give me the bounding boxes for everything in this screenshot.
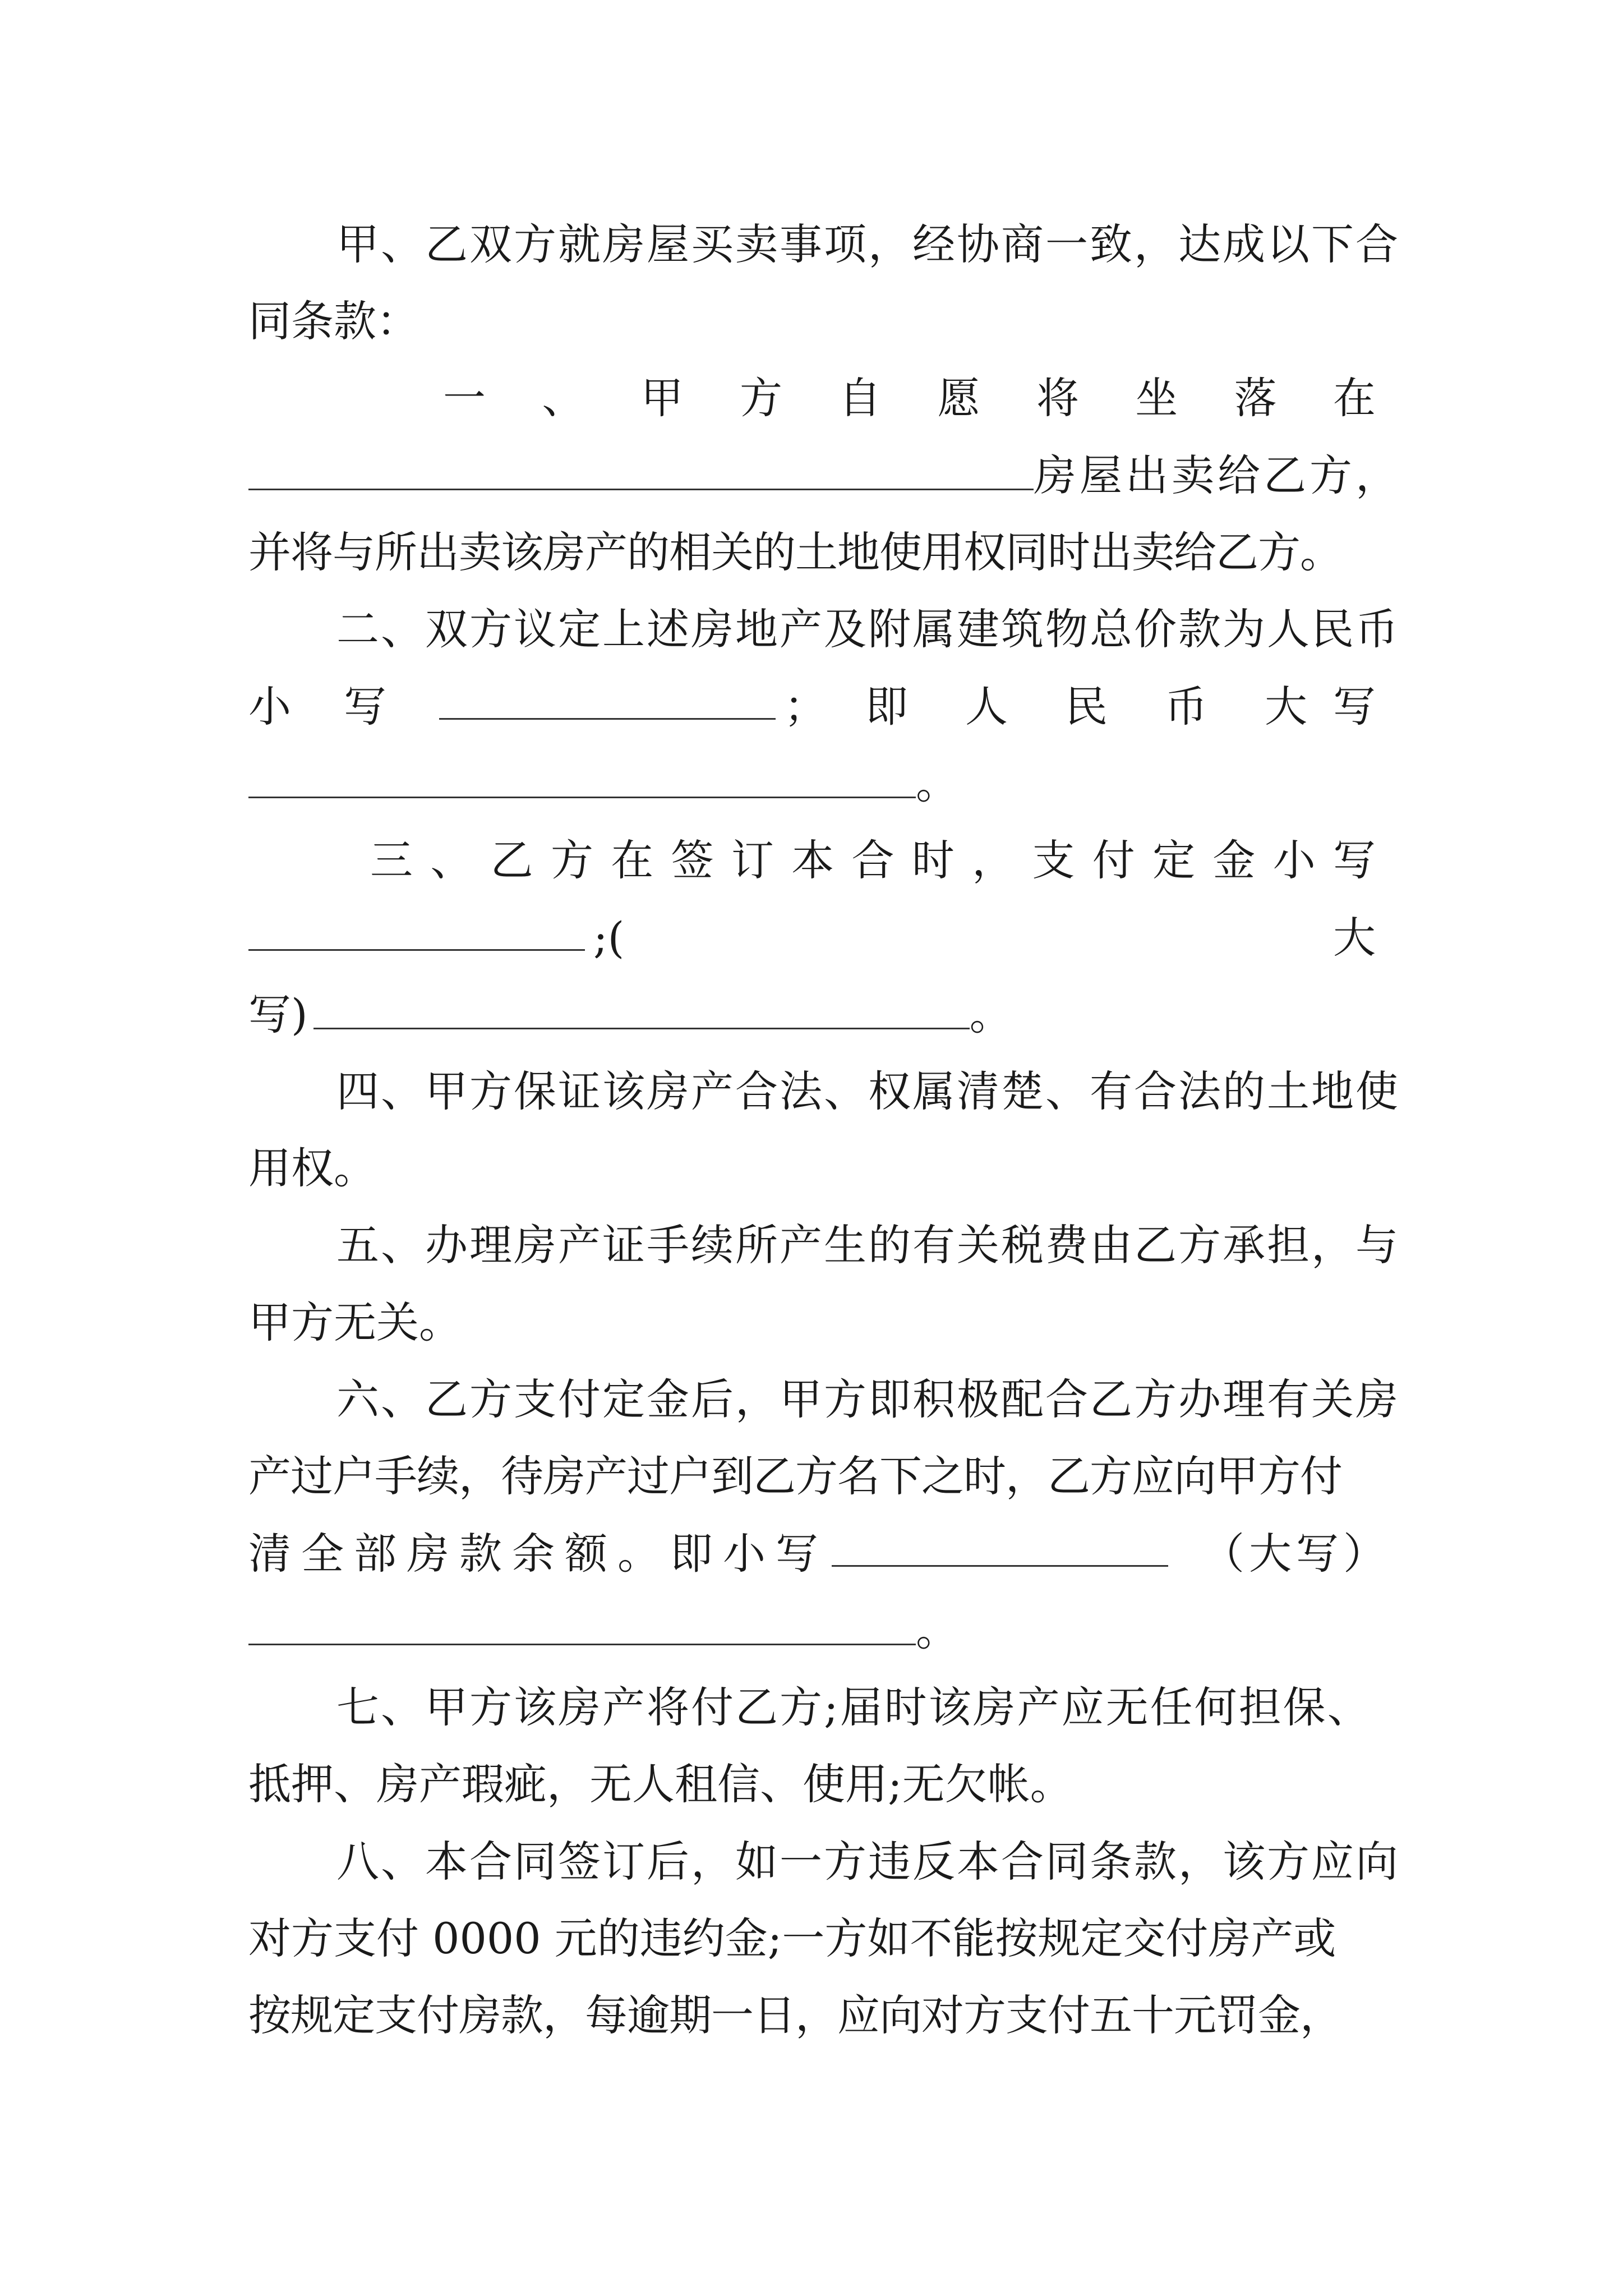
- clause-3-char-6: 签: [671, 835, 714, 885]
- intro-text-2: 同条款：: [248, 296, 419, 346]
- clause-5-line-2: [248, 1289, 1376, 1356]
- price-big-6: 写: [1333, 682, 1376, 731]
- clause-6-line-2: [248, 1443, 1376, 1510]
- clause-2-line-2: [248, 673, 1376, 740]
- clause-3-char-3: 乙: [490, 835, 533, 885]
- deposit-xie: 写): [248, 990, 308, 1039]
- price-big-3: 民: [1065, 682, 1108, 731]
- clause-3-char-15: 金: [1212, 835, 1256, 885]
- clause-3-char-1: 三: [370, 835, 413, 885]
- location-blank[interactable]: [248, 455, 1034, 490]
- clause-3-char-8: 本: [791, 835, 834, 885]
- clause-3-char-12: 支: [1032, 835, 1075, 885]
- clause-6-char-3: 部: [354, 1529, 396, 1579]
- clause-1-char-5: 自: [838, 373, 882, 423]
- clause-3-char-14: 定: [1152, 835, 1196, 885]
- clause-8-text-2: 对方支付 0000 元的违约金;一方如不能按规定交付房产或: [248, 1913, 1336, 1963]
- clause-1-char-4: 方: [739, 373, 782, 423]
- clause-1-char-9: 落: [1234, 373, 1277, 423]
- clause-4-line-1: [336, 1058, 1400, 1125]
- clause-3-char-11: ，: [972, 835, 1015, 885]
- price-small-label-1: 小: [248, 682, 291, 731]
- clause-6-text-1: 六、乙方支付定金后，甲方即积极配合乙方办理有关房: [336, 1374, 1400, 1424]
- clause-6-char-4: 房: [407, 1529, 449, 1579]
- balance-end: 。: [916, 1605, 958, 1655]
- clause-1-char-1: 一: [443, 373, 486, 423]
- clause-1-char-6: 愿: [937, 373, 980, 423]
- clause-3-line-1: [370, 827, 1376, 894]
- clause-3-char-13: 付: [1092, 835, 1135, 885]
- clause-2-line-3: [248, 750, 1376, 817]
- clause-7-text-1: 七、甲方该房产将付乙方;届时该房产应无任何担保、: [336, 1682, 1372, 1732]
- clause-4-text-1: 四、甲方保证该房产合法、权属清楚、有合法的土地使: [336, 1066, 1400, 1116]
- clause-6-char-6: 余: [512, 1529, 555, 1579]
- clause-1-line-1: [443, 365, 1376, 432]
- clause-8-line-1: [336, 1828, 1400, 1895]
- clause-1-char-7: 将: [1036, 373, 1079, 423]
- clause-1-line-2: [248, 442, 1401, 509]
- clause-2-text-1: 二、双方议定上述房地产及附属建筑物总价款为人民币: [336, 604, 1400, 654]
- clause-1-tail: 房屋出卖给乙方，: [1034, 450, 1401, 500]
- clause-3-char-16: 小: [1272, 835, 1316, 885]
- clause-5-text-1: 五、办理房产证手续所产生的有关税费由乙方承担，与: [336, 1220, 1400, 1270]
- clause-4-line-2: [248, 1135, 1376, 1202]
- clause-6-line-4: [248, 1597, 1376, 1664]
- clause-6-char-2: 全: [301, 1529, 344, 1579]
- price-small-label-2: 写: [344, 682, 386, 731]
- clause-5-line-1: [336, 1212, 1400, 1279]
- price-small-blank[interactable]: [439, 684, 776, 720]
- clause-1-char-8: 坐: [1135, 373, 1178, 423]
- clause-6-char-7: 额: [565, 1529, 607, 1579]
- clause-3-line-2: [248, 904, 1376, 972]
- price-big-1: 即: [865, 682, 908, 731]
- clause-1-char-3: 甲: [640, 373, 684, 423]
- deposit-da: 大: [1333, 913, 1376, 963]
- intro-text-1: 甲、乙双方就房屋买卖事项，经协商一致，达成以下合: [336, 219, 1400, 269]
- clause-3-line-3: [248, 981, 1376, 1048]
- clause-3-char-10: 时: [911, 835, 955, 885]
- deposit-big-blank[interactable]: [313, 994, 970, 1029]
- clause-8-line-3: [248, 1982, 1376, 2049]
- clause-6-char-1: 清: [248, 1529, 291, 1579]
- price-semicolon: ；: [784, 682, 827, 731]
- price-big-blank[interactable]: [248, 763, 916, 798]
- clause-7-line-2: [248, 1751, 1376, 1818]
- clause-3-char-2: 、: [430, 835, 473, 885]
- clause-6-char-5: 款: [459, 1529, 502, 1579]
- clause-6-char-10: 小: [723, 1529, 766, 1579]
- clause-5-text-2: 甲方无关。: [248, 1297, 462, 1347]
- intro-line-2: [248, 288, 1376, 355]
- clause-3-char-17: 写: [1333, 835, 1376, 885]
- clause-3-char-9: 合: [851, 835, 895, 885]
- clause-1-text-3: 并将与所出卖该房产的相关的土地使用权同时出卖给乙方。: [248, 527, 1342, 577]
- clause-7-line-1: [336, 1674, 1376, 1741]
- clause-8-text-3: 按规定支付房款，每逾期一日，应向对方支付五十元罚金，: [248, 1990, 1342, 2040]
- price-big-4: 币: [1165, 682, 1207, 731]
- clause-3-char-5: 在: [611, 835, 654, 885]
- clause-7-text-2: 抵押、房产瑕疵，无人租信、使用;无欠帐。: [248, 1759, 1073, 1809]
- clause-1-char-10: 在: [1332, 373, 1376, 423]
- balance-small-blank[interactable]: [832, 1531, 1168, 1567]
- intro-line-1: [336, 211, 1400, 278]
- balance-daxie: （大写）: [1202, 1529, 1390, 1579]
- clause-6-text-2: 产过户手续，待房产过户到乙方名下之时，乙方应向甲方付: [248, 1451, 1342, 1501]
- clause-4-text-2: 用权。: [248, 1143, 376, 1193]
- clause-2-line-1: [336, 596, 1400, 663]
- clause-8-line-2: [248, 1905, 1376, 1972]
- clause-6-char-9: 即: [670, 1529, 713, 1579]
- clause-3-char-7: 订: [731, 835, 774, 885]
- clause-8-text-1: 八、本合同签订后，如一方违反本合同条款，该方应向: [336, 1837, 1400, 1887]
- clause-1-line-3: [248, 519, 1376, 586]
- clause-6-char-8: 。: [617, 1529, 660, 1579]
- clause-6-line-3: [248, 1520, 1390, 1588]
- clause-3-char-4: 方: [550, 835, 593, 885]
- balance-big-blank[interactable]: [248, 1610, 916, 1645]
- deposit-end: 。: [969, 990, 1012, 1039]
- price-end: 。: [916, 758, 958, 808]
- deposit-mid: ;(: [593, 913, 625, 963]
- clause-6-line-1: [336, 1366, 1400, 1433]
- clause-6-char-11: 写: [776, 1529, 818, 1579]
- price-big-5: 大: [1265, 682, 1307, 731]
- clause-1-char-2: 、: [542, 373, 585, 423]
- deposit-small-blank[interactable]: [248, 915, 585, 951]
- price-big-2: 人: [965, 682, 1008, 731]
